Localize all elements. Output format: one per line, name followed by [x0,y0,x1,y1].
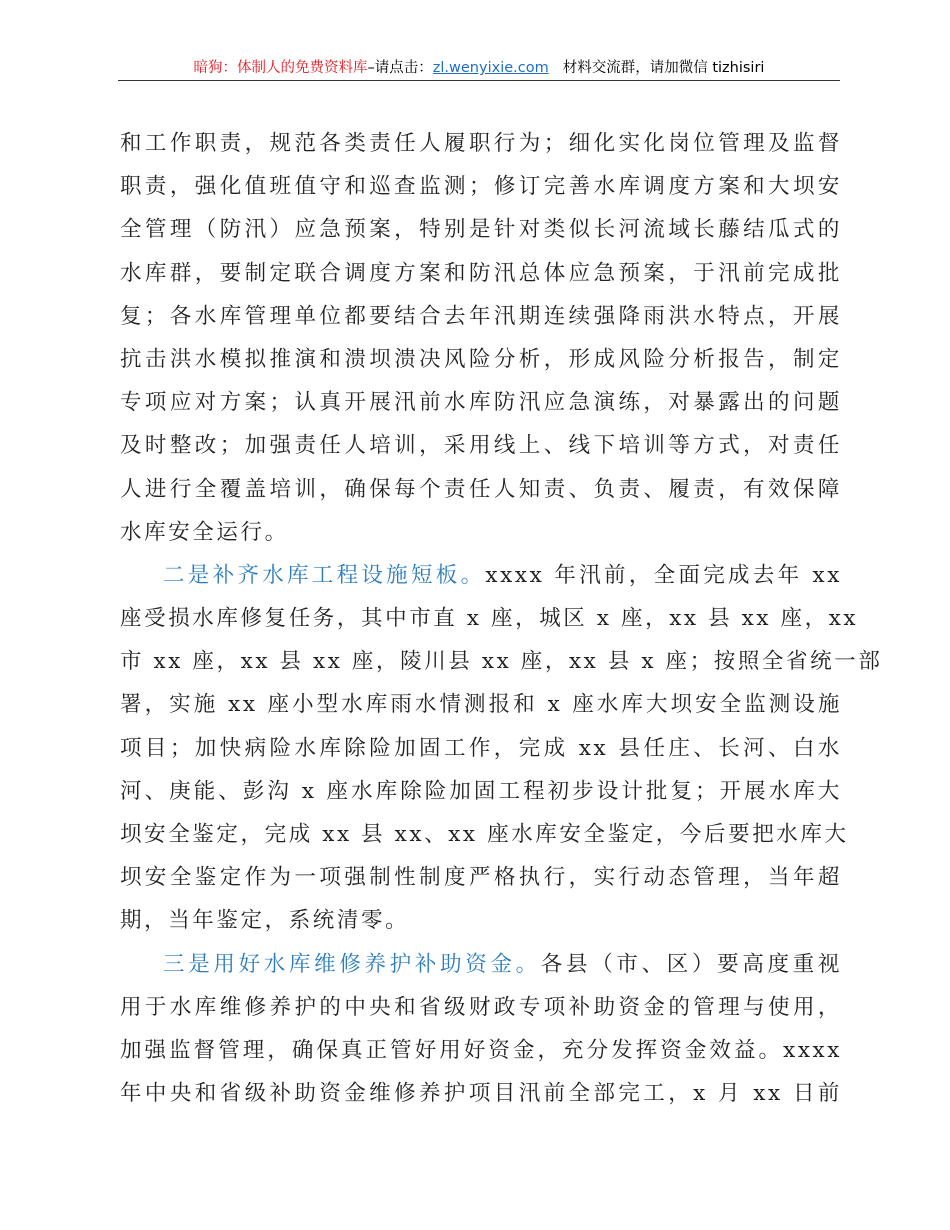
document-body [120,122,883,1115]
text-line: 水库安全运行。 [120,519,289,545]
text-line: 坝安全鉴定作为一项强制性制度严格执行，实行动态管理，当年超 [120,865,842,891]
text-line: 复；各水库管理单位都要结合去年汛期连续强降雨洪水特点，开展 [120,303,842,329]
paragraph-heading: 二是补齐水库工程设施短板。 [163,562,486,588]
text-line: 座受损水库修复任务，其中市直 x 座，城区 x 座，xx 县 xx 座，xx [120,606,859,632]
text-line: 抗击洪水模拟推演和溃坝溃决风险分析，形成风险分析报告，制定 [120,346,842,372]
text-line: 河、庚能、彭沟 x 座水库除险加固工程初步设计批复；开展水库大 [120,778,842,804]
site-link[interactable]: zl.wenyixie.com [432,60,549,76]
text-line: 全管理（防汛）应急预案，特别是针对类似长河流域长藤结瓜式的 [120,217,842,243]
site-name: 暗狗：体制人的免费资料库 [193,60,368,76]
text-line: 人进行全覆盖培训，确保每个责任人知责、负责、履责，有效保障 [120,476,842,502]
text-line: 年中央和省级补助资金维修养护项目汛前全部完工，x 月 xx 日前 [120,1081,842,1107]
text-run: xxxx 年汛前，全面完成去年 xx [485,562,842,588]
text-line: 及时整改；加强责任人培训，采用线上、线下培训等方式，对责任 [120,433,842,459]
text-run: 各县（市、区）要高度重视 [540,951,842,977]
text-line: 加强监督管理，确保真正管好用好资金，充分发挥资金效益。xxxx [120,1037,842,1063]
paragraph-first-line [120,554,842,597]
click-prompt: –请点击： [367,60,433,76]
text-line: 和工作职责，规范各类责任人履职行为；细化实化岗位管理及监督 [120,131,842,156]
text-line: 项目；加快病险水库除险加固工作，完成 xx 县任庄、长河、白水 [120,735,842,761]
group-note: 材料交流群，请加微信 tizhisiri [562,60,765,76]
page-header [120,56,838,77]
text-line: 用于水库维修养护的中央和省级财政专项补助资金的管理与使用， [120,994,842,1020]
text-line: 市 xx 座，xx 县 xx 座，陵川县 xx 座，xx 县 x 座；按照全省统一部 [120,649,883,675]
text-line: 水库群，要制定联合调度方案和防汛总体应急预案，于汛前完成批 [120,260,842,286]
text-line: 坝安全鉴定，完成 xx 县 xx、xx 座水库安全鉴定，今后要把水库大 [120,822,849,847]
text-line: 期，当年鉴定，系统清零。 [120,908,410,934]
paragraph-heading: 三是用好水库维修养护补助资金。 [163,951,541,977]
paragraph-first-line [120,943,842,986]
text-line: 署，实施 xx 座小型水库雨水情测报和 x 座水库大坝安全监测设施 [120,692,842,718]
text-line: 职责，强化值班值守和巡查监测；修订完善水库调度方案和大坝安 [120,174,842,200]
header-divider [118,80,840,81]
text-line: 专项应对方案；认真开展汛前水库防汛应急演练，对暴露出的问题 [120,390,842,416]
